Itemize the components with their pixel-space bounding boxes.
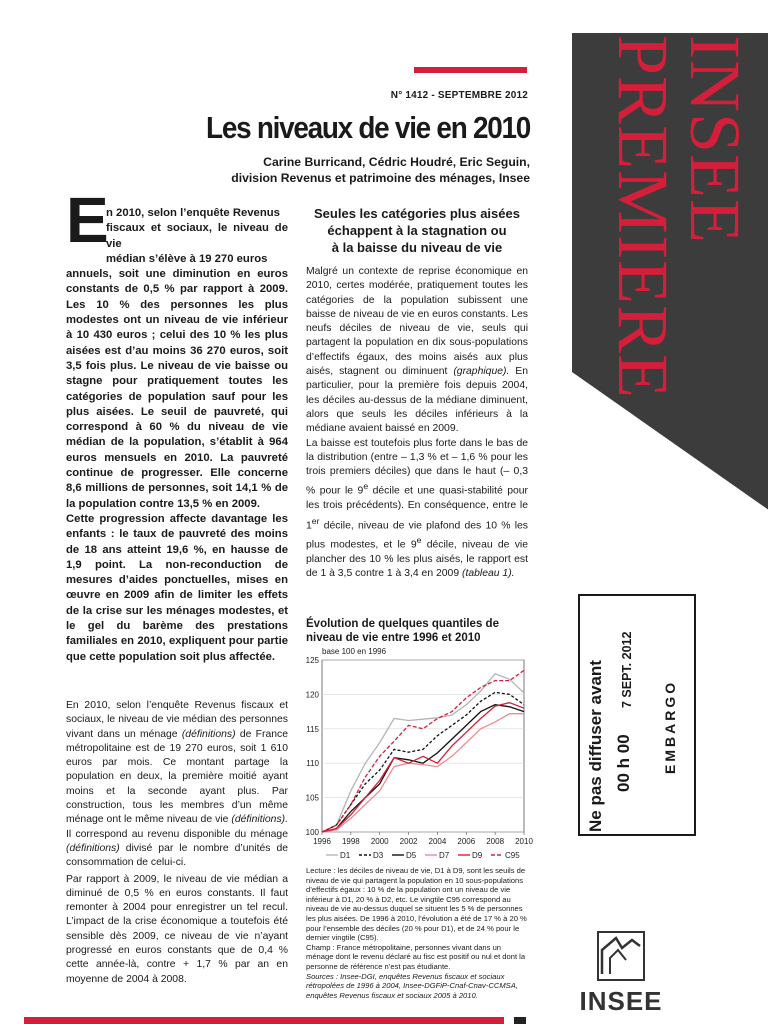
text-run: de France métropolitaine est de 19 270 euros, soit 1 610 euros par mois. Ce montant partage la population en deux, la première moitié ayant moins et la seconde ayant plus. Par construction, tous les membres d’un même ménage ont le même niveau de vie (66, 728, 288, 826)
lead-paragraph: annuels, soit une diminution en euros constants de 0,5 % par rapport à 2009. Les 10 % des personnes les plus modestes ont un niveau de vie inférieur à 10 430 euros ; celui des 10 % les plus aisées est d’au moins 36 270 euros, soit 3,5 fois plus. Le niveau de vie baisse ou stagne pour pratiquement toutes les catégories de population sauf pour les plus aisées. Le seuil de pauvreté, qui correspond à 60 % du niveau de vie médian de la population, s’établit à 964 euros mensuels en 2010. La pauvreté continue de progresser. Elle concerne 8,6 millions de personnes, soit 14,1 % de la population contre 13,5 % en 2009. (66, 268, 288, 510)
chart-x-tick-label: 1998 (341, 837, 360, 846)
chart-x-tick-label: 2002 (399, 837, 418, 846)
text-run: Il correspond au revenu disponible du ménage (66, 828, 288, 840)
subhead-line: Seules les catégories plus aisées (314, 206, 520, 221)
chart-y-tick-label: 120 (305, 690, 319, 700)
superscript: e (416, 535, 422, 546)
body-left-column (66, 699, 288, 989)
embargo-time: 00 h 00 (614, 734, 633, 792)
subhead-line: échappent à la stagnation ou (327, 223, 507, 238)
lead-line: médian s’élève à 19 270 euros (106, 252, 268, 265)
chart-notes (306, 866, 528, 1000)
footer-dark-block (514, 1017, 526, 1024)
brand-line-premiere: PREMIERE (603, 35, 683, 400)
insee-logo-text: INSEE (579, 986, 663, 1016)
chart-legend-label: D7 (439, 851, 450, 860)
superscript: er (311, 515, 320, 526)
chart-ylabel: base 100 en 1996 (322, 647, 387, 656)
authors-names: Carine Burricand, Cédric Houdré, Eric Seguin, (263, 155, 530, 169)
chart-y-tick-label: 105 (305, 793, 319, 803)
chart-legend-label: D9 (472, 851, 483, 860)
chart-x-tick-label: 2004 (428, 837, 447, 846)
chart-title: Évolution de quelques quantiles de niveau de vie entre 1996 et 2010 (306, 618, 499, 644)
lead-paragraph: Cette progression affecte davantage les enfants : le taux de pauvreté des moins de 18 ans atteint 19,6 %, en hausse de 1,9 point. La non-reconduction de mesures d’aides ponctuelles, mises en œuvre en 2009 afin de limiter les effets de la crise sur les ménages modestes, et le gel du barème des prestations familiales en 2010, expliquent pour partie que cette population soit plus affectée. (66, 512, 288, 663)
lead-summary (66, 206, 288, 665)
chart-y-tick-label: 100 (305, 828, 319, 837)
note-champ: Champ : France métropolitaine, personnes vivant dans un ménage dont le revenu déclaré au fisc est positif ou nul et dont la personne de référence n’est pas étudiante. (306, 942, 526, 971)
chart-y-tick-label: 125 (305, 656, 319, 665)
page-title: Les niveaux de vie en 2010 (206, 110, 530, 145)
body-paragraph: Par rapport à 2009, le niveau de vie médian a diminué de 0,5 % en euros constants. Il faut remonter à 2004 pour enregistrer un tel recul. L’impact de la crise économique a toutefois été sensible dès 2009, ce niveau de vie n’ayant progressé en euros constants que de 0,4 % cette année-là, contre + 1,7 % par an en moyenne de 2004 à 2008. (66, 873, 288, 985)
body-paragraph (66, 699, 288, 871)
brand-wordmark (575, 35, 765, 405)
dropcap: E (66, 184, 109, 256)
lead-line: fiscaux et sociaux, le niveau de vie (106, 222, 288, 250)
chart-y-tick-label: 115 (306, 724, 319, 734)
body-paragraph (306, 437, 528, 582)
chart-legend-label: D3 (373, 851, 384, 860)
section-subhead (306, 205, 528, 256)
chart-x-tick-label: 2008 (486, 837, 505, 846)
text-run: Malgré un contexte de reprise économique en 2010, certes modérée, pratiquement toutes les catégories de la population subissent une baisse de niveau de vie en euros constants. Les neufs déciles de niveau de vie, seuls qui partagent la population en dix sous-populations d’effectifs égaux, des moins aisés aux plus aisés, stagnent ou diminuent (306, 266, 528, 378)
note-sources: Sources : Insee-DGI, enquêtes Revenus fiscaux et sociaux rétropolées de 1996 à 2004, Insee-DGFiP-Cnaf-Cnav-CCMSA, enquêtes Revenus fiscaux et sociaux 2005 à 2010. (306, 971, 518, 1000)
chart-x-tick-label: 2000 (370, 837, 389, 846)
chart-x-tick-label: 1996 (313, 837, 331, 846)
text-run: décile et une quasi-stabilité pour les trois précédents). En conséquence, entre le 1 (306, 485, 528, 531)
embargo-label: EMBARGO (662, 679, 678, 774)
superscript: e (363, 481, 369, 492)
text-run: divisé par le nombre d’unités de consommation de celui-ci. (66, 842, 288, 869)
text-run: En 2010, selon l’enquête Revenus fiscaux et sociaux, le niveau de vie médian des personnes vivant dans un ménage (66, 700, 288, 740)
authors-division: division Revenus et patrimoine des ménages, Insee (231, 171, 530, 185)
brand-line-insee: INSEE (675, 35, 755, 244)
chart-y-tick-label: 110 (306, 759, 319, 769)
issue-number: N° 1412 - SEPTEMBRE 2012 (390, 90, 528, 101)
chart-x-tick-label: 2010 (515, 837, 533, 846)
chart-x-tick-label: 2006 (457, 837, 476, 846)
reference-link[interactable]: (définitions). (231, 814, 288, 826)
footer-red-bar (24, 1017, 504, 1024)
body-right-column (306, 265, 528, 582)
reference-link[interactable]: (définitions) (181, 728, 236, 740)
text-run: La baisse est toutefois plus forte dans le bas de la distribution (entre – 1,3 % et – 1,6 % pour les trois premiers déciles) que dans le haut (– 0,3 % pour le 9 (306, 437, 528, 497)
note-lecture: Lecture : les déciles de niveau de vie, D1 à D9, sont les seuils de niveau de vie qui partagent la population en 10 sous-populations d’effectifs égaux : 10 % de la population ont un niveau de vie inférieur à D1, 20 % à D2, etc. Le vingtile C95 correspond au niveau de vie au-dessus duquel se situent les 5 % de personnes les plus aisées. De 1996 à 2010, l’évolution a été de 17 % à 20 % pour l’ensemble des déciles (20 % pour D1), et de 24 % pour le dernier vingtile (C95). (306, 866, 527, 943)
reference-link[interactable]: (graphique). (453, 366, 510, 378)
text-run: décile, niveau de vie plafond des 10 % les plus modestes, et le 9 (306, 519, 528, 551)
authors (150, 154, 530, 186)
reference-link[interactable]: (tableau 1). (461, 568, 515, 580)
embargo-notice: Ne pas diffuser avant (586, 660, 605, 832)
embargo-box (578, 594, 696, 836)
text-run: En particulier, pour la première fois depuis 2004, les déciles au-dessus de la médiane diminuent, alors que seuls les déciles inférieurs à la médiane avaient baissé en 2009. (306, 366, 528, 435)
header-red-bar (414, 67, 527, 73)
chart-legend-label: D1 (340, 851, 351, 860)
insee-logo-icon (596, 930, 646, 982)
text-run: décile, niveau de vie plancher des 10 % les plus aisés, le rapport est de 1 à 3,5 contre 1 à 3,4 en 2009 (306, 539, 529, 580)
chart-legend-label: C95 (505, 851, 520, 860)
subhead-line: à la baisse du niveau de vie (331, 240, 503, 255)
embargo-date: 7 SEPT. 2012 (620, 631, 634, 708)
chart-plot-area (322, 660, 524, 832)
quantile-line-chart (296, 650, 536, 868)
lead-line: n 2010, selon l’enquête Revenus (106, 207, 280, 219)
chart-legend-label: D5 (406, 851, 417, 860)
body-paragraph (306, 265, 528, 437)
reference-link[interactable]: (définitions) (66, 842, 120, 854)
